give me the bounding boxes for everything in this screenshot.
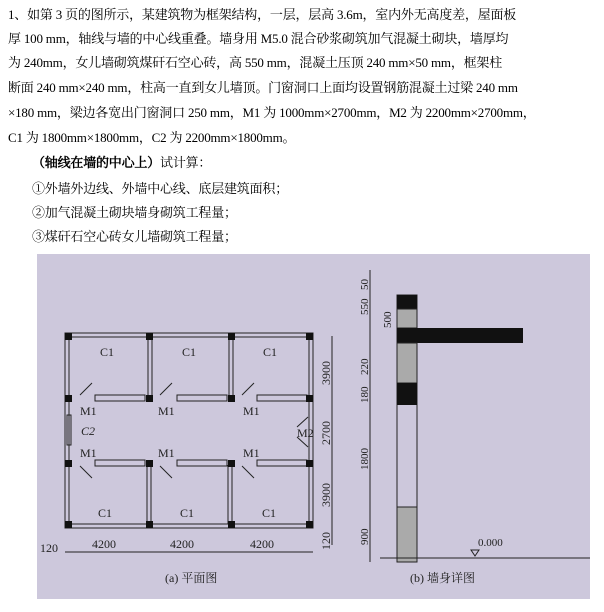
dim-x: 4200 <box>170 537 194 551</box>
door-label-m2: M2 <box>297 426 314 440</box>
prompt-line <box>32 154 596 172</box>
door-label: M1 <box>80 446 97 460</box>
section-dim: 1800 <box>359 448 371 470</box>
dim-edge: 120 <box>40 541 58 555</box>
door-label: M1 <box>80 404 97 418</box>
dim-y: 3900 <box>319 361 333 385</box>
figure-photo <box>37 254 590 599</box>
window-label: C1 <box>180 506 195 520</box>
door-label: M1 <box>243 404 260 418</box>
section-dim: 50 <box>359 279 371 290</box>
dim-y: 3900 <box>319 483 333 507</box>
door-label: M1 <box>158 446 175 460</box>
window-label: C1 <box>100 345 115 359</box>
section-dim: 180 <box>359 386 371 403</box>
window-label-c2: C2 <box>81 424 96 438</box>
plan-caption: (a) 平面图 <box>165 571 218 585</box>
window-label: C1 <box>262 506 277 520</box>
dim-x: 4200 <box>250 537 274 551</box>
window-label: C1 <box>182 345 197 359</box>
prompt-bold: （轴线在墙的中心上） <box>32 155 161 170</box>
figure-drawing <box>37 254 590 599</box>
problem-line: ×180 mm，梁边各宽出门窗洞口 250 mm，M1 为 1000mm×2700mm，M2 为 2200mm×2700mm， <box>8 105 536 120</box>
section-dim: 900 <box>359 528 371 545</box>
section-dim: 550 <box>359 298 371 315</box>
elevation-label: 0.000 <box>478 537 503 549</box>
plan-columns <box>65 333 313 528</box>
problem-line: C1 为 1800mm×1800mm，C2 为 2200mm×1800mm。 <box>8 130 296 145</box>
dim-x: 4200 <box>92 537 116 551</box>
window-label: C1 <box>263 345 278 359</box>
problem-line: 断面 240 mm×240 mm，柱高一直到女儿墙顶。门窗洞口上面均设置钢筋混凝土过梁 240 mm <box>8 80 518 95</box>
window-label: C1 <box>98 506 113 520</box>
dim-edge: 120 <box>319 532 333 550</box>
question-1: ①外墙外边线、外墙中心线、底层建筑面积； <box>32 181 289 196</box>
door-label: M1 <box>158 404 175 418</box>
problem-line: 1、如第 3 页的图所示，某建筑物为框架结构，一层，层高 3.6m，室内外无高度差，屋面板 <box>8 7 517 22</box>
problem-line: 为 240mm，女儿墙砌筑煤矸石空心砖，高 550 mm，混凝土压顶 240 mm×50 mm，框架柱 <box>8 55 503 70</box>
problem-line: 厚 100 mm，轴线与墙的中心线重叠。墙身用 M5.0 混合砂浆砌筑加气混凝土砌块，墙厚均 <box>8 31 509 46</box>
question-3: ③煤矸石空心砖女儿墙砌筑工程量； <box>32 229 237 244</box>
section-caption: (b) 墙身详图 <box>410 571 475 585</box>
section-labels <box>359 279 503 586</box>
question-2: ②加气混凝土砌块墙身砌筑工程量； <box>32 205 237 220</box>
prompt-rest: 试计算： <box>160 155 212 170</box>
plan-labels <box>40 345 333 585</box>
door-label: M1 <box>243 446 260 460</box>
dim-y: 2700 <box>319 421 333 445</box>
wall-section <box>370 270 590 562</box>
section-dim: 220 <box>359 358 371 375</box>
section-dim: 500 <box>382 311 394 328</box>
